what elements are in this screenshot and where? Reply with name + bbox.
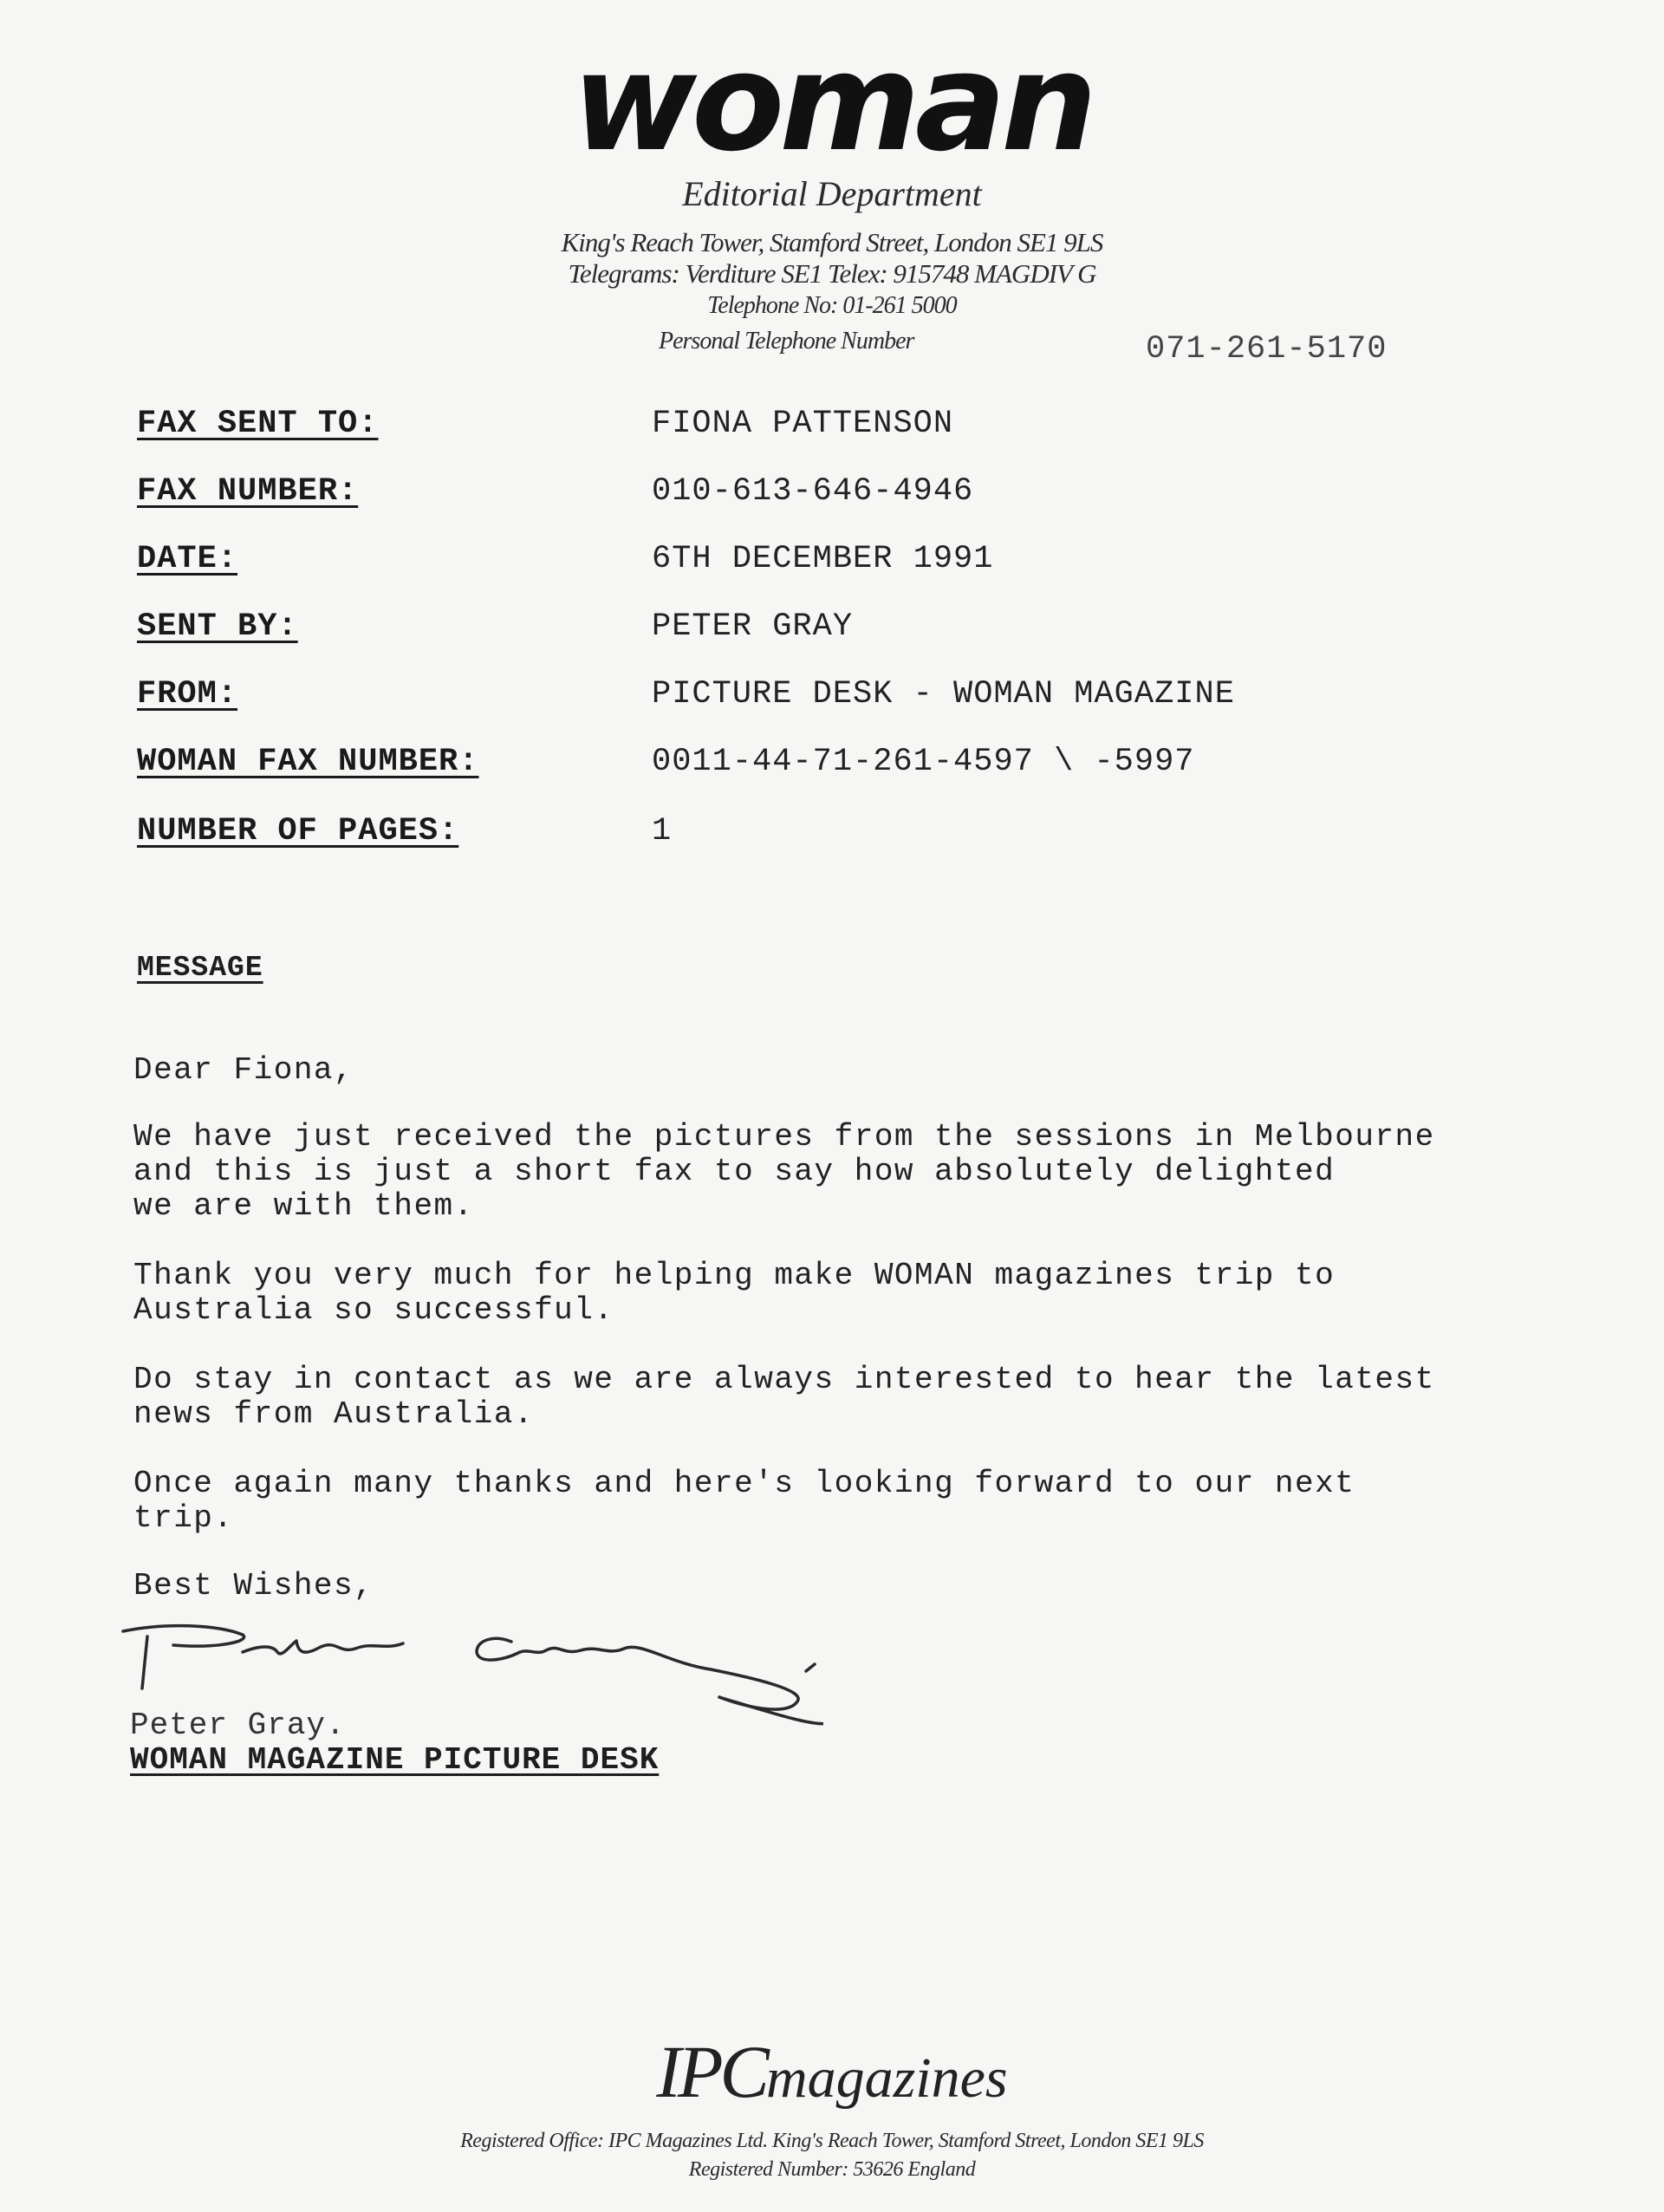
message-label: MESSAGE <box>137 952 263 984</box>
salutation: Dear Fiona, <box>133 1052 354 1088</box>
personal-telephone-number: 071-261-5170 <box>1146 331 1388 368</box>
from-value: PICTURE DESK - WOMAN MAGAZINE <box>652 676 1235 712</box>
fax-sent-to-value: FIONA PATTENSON <box>652 406 954 442</box>
woman-fax-number-value: 0011-44-71-261-4597 \ -5997 <box>652 744 1195 780</box>
fax-number-label: FAX NUMBER: <box>137 473 359 510</box>
personal-telephone-label: Personal Telephone Number <box>659 328 914 355</box>
address-line-1: King's Reach Tower, Stamford Street, London SE1 9LS <box>561 227 1103 257</box>
ipc-logo-text: magazines <box>765 2046 1008 2110</box>
number-of-pages-label: NUMBER OF PAGES: <box>137 813 459 849</box>
ipc-logo-mark: IPC <box>656 2030 766 2113</box>
sent-by-label: SENT BY: <box>137 608 298 645</box>
registered-office: Registered Office: IPC Magazines Ltd. King's Reach Tower, Stamford Street, London SE1 9LS <box>460 2130 1204 2152</box>
closing: Best Wishes, <box>133 1568 374 1604</box>
address-line-2: Telegrams: Verditure SE1 Telex: 915748 MAGDIV G <box>568 258 1096 289</box>
date-value: 6TH DECEMBER 1991 <box>652 541 994 577</box>
woman-logo: woman <box>571 23 1093 181</box>
from-label: FROM: <box>137 676 238 712</box>
fax-sent-to-label: FAX SENT TO: <box>137 406 379 442</box>
registered-number: Registered Number: 53626 England <box>688 2158 976 2181</box>
message-paragraph-4: Once again many thanks and here's looking forward to our next trip. <box>133 1466 1355 1536</box>
editorial-department: Editorial Department <box>682 174 982 213</box>
message-paragraph-3: Do stay in contact as we are always interested to hear the latest news from Australia. <box>133 1362 1435 1432</box>
woman-fax-number-label: WOMAN FAX NUMBER: <box>137 744 479 780</box>
sent-by-value: PETER GRAY <box>652 608 854 645</box>
signer-department: WOMAN MAGAZINE PICTURE DESK <box>130 1742 660 1778</box>
signer-name: Peter Gray. <box>130 1708 346 1743</box>
date-label: DATE: <box>137 541 238 577</box>
ipc-magazines-logo <box>0 2028 1664 2115</box>
message-paragraph-1: We have just received the pictures from the sessions in Melbourne and this is just a short fax to say how absolutely delighted we are with them. <box>133 1119 1435 1224</box>
number-of-pages-value: 1 <box>652 813 673 849</box>
fax-number-value: 010-613-646-4946 <box>652 473 974 510</box>
message-paragraph-2: Thank you very much for helping make WOMAN magazines trip to Australia so successful. <box>133 1258 1336 1328</box>
telephone-line: Telephone No: 01-261 5000 <box>707 292 957 319</box>
